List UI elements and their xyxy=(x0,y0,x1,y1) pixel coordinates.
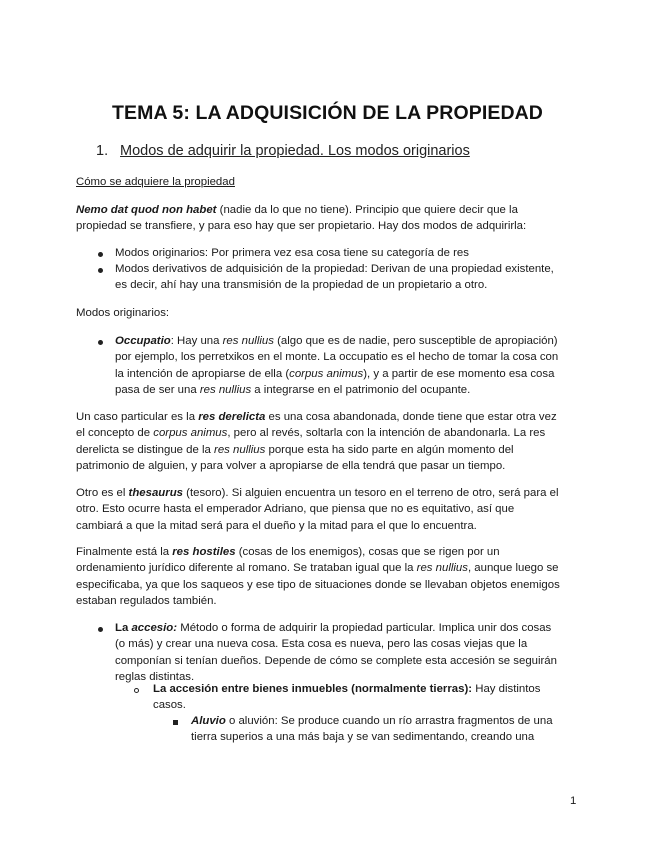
derelicta-italic: corpus animus xyxy=(153,427,228,440)
thesaurus-line-3: cambiará a que la mitad será para el dueño y la mitad para el que lo encuentra. xyxy=(76,519,477,532)
occupatio-text: (algo que es de nadie, pero susceptible de apropiación) xyxy=(273,335,558,347)
derelicta-term: res derelicta xyxy=(198,411,266,423)
occupatio-line-2: por ejemplo, los perretxikos en el monte. La occupatio es el hecho de tomar la cosa con xyxy=(115,351,559,364)
derelicta-text: el concepto de xyxy=(76,427,154,440)
list-item-accesion-inmuebles xyxy=(153,681,573,714)
accesio-line-1 xyxy=(115,620,590,636)
occupatio-text: pasa de ser una xyxy=(115,384,200,397)
hostiles-line-2 xyxy=(76,560,586,576)
bullet-icon xyxy=(98,268,103,273)
occupatio-text: a integrarse en el patrimonio del ocupante. xyxy=(251,384,471,397)
aluvio-text: o aluvión: Se produce cuando un río arrastra fragmentos de una xyxy=(225,715,553,727)
derelicta-text: es una cosa abandonada, donde tiene que estar otra vez xyxy=(265,411,557,423)
hostiles-line-4: estaban regulados también. xyxy=(76,595,217,608)
inmuebles-line-1 xyxy=(153,681,573,697)
thesaurus-paragraph xyxy=(76,485,581,534)
intro-paragraph xyxy=(76,202,576,235)
hostiles-line-3: especificaba, ya que los saqueos y ese tipo de situaciones donde se llevaban objetos enemigos xyxy=(76,578,560,591)
aluvio-line-1 xyxy=(191,713,581,729)
section-heading xyxy=(96,143,470,159)
hostiles-text: , aunque luego se xyxy=(467,562,559,575)
derelicta-line-3 xyxy=(76,442,581,458)
accesio-line-3: componían si tenían dueños. Depende de cómo se complete esta accesión se seguirán xyxy=(115,654,557,667)
thesaurus-text: Otro es el xyxy=(76,487,129,499)
accesio-line-4: reglas distintas. xyxy=(115,671,195,684)
occupatio-line-4 xyxy=(115,382,585,398)
hostiles-term: res hostiles xyxy=(172,546,236,558)
modes-item-2-line-1: Modos derivativos de adquisición de la propiedad: Derivan de una propiedad existente, xyxy=(115,263,554,275)
occupatio-text: : Hay una xyxy=(170,335,223,347)
hostiles-line-1 xyxy=(76,544,586,560)
intro-line-1-text: (nadie da lo que no tiene). Principio que quiere decir que la xyxy=(216,204,518,216)
modes-item-2-line-2: es decir, ahí hay una transmisión de la propiedad de un propietario a otro. xyxy=(115,279,488,292)
page-number: 1 xyxy=(570,795,577,807)
derelicta-line-4: patrimonio de alguien, y para volver a apropiarse de ella tendrá que pasar un tiempo. xyxy=(76,460,506,473)
intro-line-1 xyxy=(76,202,576,218)
accesio-line-2: (o más) y crear una nueva cosa. Esta cosa es nueva, pero las cosas viejas que la xyxy=(115,638,528,651)
occupatio-text: ), y a partir de ese momento esa cosa xyxy=(363,367,555,380)
occupatio-italic: res nullius xyxy=(199,384,252,397)
occupatio-line-1 xyxy=(115,333,585,349)
hostiles-text: ordenamiento jurídico diferente al romano. Se trataban igual que la xyxy=(76,562,417,575)
derelicta-line-1 xyxy=(76,409,581,425)
section-number: 1. xyxy=(96,143,109,159)
hollow-bullet-icon xyxy=(134,688,139,693)
page-title: TEMA 5: LA ADQUISICIÓN DE LA PROPIEDAD xyxy=(111,102,543,124)
derelicta-text: , pero al revés, soltarla con la intención de abandonarla. La res xyxy=(227,427,546,440)
thesaurus-line-2: otro. Esto ocurre hasta el emperador Adriano, que piensa que no es equitativo, así que xyxy=(76,503,515,516)
derelicta-line-2 xyxy=(76,425,581,441)
occupatio-italic: res nullius xyxy=(222,335,274,347)
occupatio-italic: corpus animus xyxy=(289,367,364,380)
occupatio-term: Occupatio xyxy=(115,335,171,347)
derelicta-text: porque esta ha sido parte en algún momento del xyxy=(265,443,514,456)
derelicta-text: derelicta se distingue de la xyxy=(76,443,215,456)
list-item-modos-derivativos xyxy=(115,261,585,294)
derelicta-italic: res nullius xyxy=(214,443,266,456)
originarios-label: Modos originarios: xyxy=(76,307,170,319)
accesio-text: Método o forma de adquirir la propiedad particular. Implica unir dos cosas xyxy=(177,622,552,634)
intro-line-2: propiedad se transfiere, y para eso hay que ser propietario. Hay dos modos de adquirirla: xyxy=(76,220,527,233)
hostiles-text: (cosas de los enemigos), cosas que se rigen por un xyxy=(235,546,500,558)
accesio-term-prefix: La xyxy=(115,622,132,634)
inmuebles-term: La accesión entre bienes inmuebles (normalmente tierras): xyxy=(153,683,473,695)
list-item-occupatio xyxy=(115,333,585,399)
list-item-accesio xyxy=(115,620,590,686)
list-item-modos-originarios xyxy=(115,245,585,261)
hostiles-text: Finalmente está la xyxy=(76,546,173,558)
derelicta-text: Un caso particular es la xyxy=(76,411,199,423)
aluvio-term: Aluvio xyxy=(191,715,226,727)
aluvio-line-2: tierra superios a una más baja y se van sedimentando, creando una xyxy=(191,731,535,744)
thesaurus-term: thesaurus xyxy=(128,487,183,499)
inmuebles-line-2: casos. xyxy=(153,699,186,712)
bullet-icon xyxy=(98,627,103,632)
hostiles-paragraph xyxy=(76,544,586,610)
section-heading-text: Modos de adquirir la propiedad. Los modos originarios xyxy=(120,143,470,159)
bullet-icon xyxy=(98,340,103,345)
inmuebles-text: Hay distintos xyxy=(472,683,541,695)
hostiles-italic: res nullius xyxy=(416,562,468,575)
derelicta-paragraph xyxy=(76,409,581,475)
thesaurus-line-1 xyxy=(76,485,581,501)
occupatio-text: la intención de apropiarse de ella ( xyxy=(115,367,290,380)
intro-term: Nemo dat quod non habet xyxy=(76,204,217,216)
modes-item-1-text: Modos originarios: Por primera vez esa cosa tiene su categoría de res xyxy=(115,247,469,259)
list-item-aluvio xyxy=(191,713,581,746)
bullet-icon xyxy=(98,252,103,257)
thesaurus-text: (tesoro). Si alguien encuentra un tesoro en el terreno de otro, será para el xyxy=(183,487,559,499)
subheading: Cómo se adquiere la propiedad xyxy=(76,176,235,188)
square-bullet-icon xyxy=(173,720,178,725)
accesio-term: accesio: xyxy=(131,622,178,634)
occupatio-line-3 xyxy=(115,366,585,382)
